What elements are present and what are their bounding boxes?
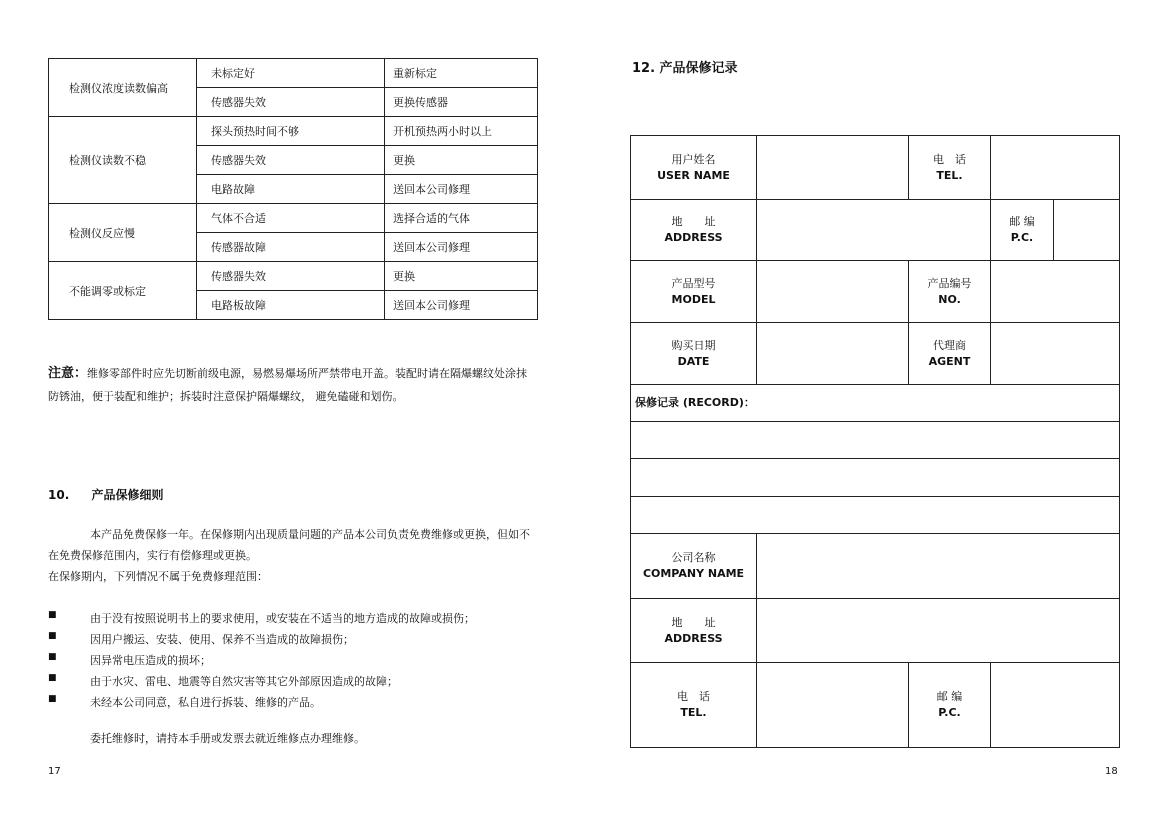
company-pc-field[interactable] [991, 663, 1120, 748]
solution-cell: 重新标定 [385, 59, 538, 88]
solution-cell: 更换 [385, 262, 538, 291]
serial-no-field[interactable] [991, 261, 1120, 323]
company-name-label: 公司名称 COMPANY NAME [631, 534, 757, 599]
solution-cell: 更换传感器 [385, 88, 538, 117]
bullet-icon: ■ [48, 673, 57, 683]
section-10-heading [48, 486, 163, 503]
company-tel-label: 电 话 TEL. [631, 663, 757, 748]
company-tel-field[interactable] [757, 663, 909, 748]
problem-cell: 检测仪浓度读数偏高 [49, 59, 197, 117]
note-line-1: 维修零部件时应先切断前级电源，易燃易爆场所严禁带电开盖。装配时请在隔爆螺纹处涂抹 [87, 367, 528, 380]
section-number: 10. [48, 488, 70, 502]
cause-cell: 未标定好 [197, 59, 385, 88]
solution-cell: 更换 [385, 146, 538, 175]
warranty-paragraph [48, 524, 543, 587]
page-number-left: 17 [48, 766, 61, 777]
bullet-icon: ■ [48, 694, 57, 704]
record-line[interactable] [631, 497, 1120, 534]
record-label: 保修记录 (RECORD)： [631, 385, 1120, 422]
cause-cell: 传感器故障 [197, 233, 385, 262]
cause-cell: 传感器失效 [197, 262, 385, 291]
agent-label: 代理商 AGENT [909, 323, 991, 385]
user-name-field[interactable] [757, 136, 909, 200]
note-line-2: 防锈油，便于装配和维护；拆装时注意保护隔爆螺纹， 避免磕碰和划伤。 [48, 390, 404, 403]
address-field[interactable] [757, 200, 991, 261]
solution-cell: 送回本公司修理 [385, 233, 538, 262]
problem-cell: 检测仪反应慢 [49, 204, 197, 262]
user-name-label: 用户姓名 USER NAME [631, 136, 757, 200]
bullet-icon: ■ [48, 652, 57, 662]
serial-no-label: 产品编号 NO. [909, 261, 991, 323]
problem-cell: 检测仪读数不稳 [49, 117, 197, 204]
record-line[interactable] [631, 459, 1120, 497]
company-address-field[interactable] [757, 599, 1120, 663]
record-title: 12. 产品保修记录 [632, 61, 738, 76]
address-label: 地 址 ADDRESS [631, 200, 757, 261]
para-line-3: 在保修期内，下列情况不属于免费修理范围： [48, 570, 268, 583]
table-row [49, 59, 538, 88]
solution-cell: 送回本公司修理 [385, 175, 538, 204]
date-field[interactable] [757, 323, 909, 385]
para-line-2: 在免费保修范围内，实行有偿修理或更换。 [48, 549, 257, 562]
cause-cell: 传感器失效 [197, 146, 385, 175]
cause-cell: 传感器失效 [197, 88, 385, 117]
solution-cell: 送回本公司修理 [385, 291, 538, 320]
cause-cell: 气体不合适 [197, 204, 385, 233]
record-line[interactable] [631, 422, 1120, 459]
cause-cell: 探头预热时间不够 [197, 117, 385, 146]
table-row [49, 204, 538, 233]
table-row [49, 117, 538, 146]
maintenance-note [48, 362, 543, 408]
bullet-icon: ■ [48, 610, 57, 620]
company-pc-label: 邮 编 P.C. [909, 663, 991, 748]
tel-label: 电 话 TEL. [909, 136, 991, 200]
company-name-field[interactable] [757, 534, 1120, 599]
page-number-right: 18 [1105, 766, 1118, 777]
troubleshooting-table [48, 58, 538, 320]
tel-field[interactable] [991, 136, 1120, 200]
company-address-label: 地 址 ADDRESS [631, 599, 757, 663]
model-label: 产品型号 MODEL [631, 261, 757, 323]
pc-label: 邮 编 P.C. [991, 200, 1054, 261]
solution-cell: 选择合适的气体 [385, 204, 538, 233]
problem-cell: 不能调零或标定 [49, 262, 197, 320]
agent-field[interactable] [991, 323, 1120, 385]
solution-cell: 开机预热两小时以上 [385, 117, 538, 146]
table-row [49, 262, 538, 291]
closing-line: 委托维修时，请持本手册或发票去就近维修点办理维修。 [90, 732, 365, 745]
section-title: 产品保修细则 [91, 488, 164, 502]
para-line-1: 本产品免费保修一年。在保修期内出现质量问题的产品本公司负责免费维修或更换，但如不 [90, 528, 530, 541]
cause-cell: 电路板故障 [197, 291, 385, 320]
bullet-icon: ■ [48, 631, 57, 641]
pc-field[interactable] [1054, 200, 1120, 261]
model-field[interactable] [757, 261, 909, 323]
note-label: 注意： [48, 366, 88, 381]
warranty-record-table [630, 135, 1120, 748]
cause-cell: 电路故障 [197, 175, 385, 204]
date-label: 购买日期 DATE [631, 323, 757, 385]
